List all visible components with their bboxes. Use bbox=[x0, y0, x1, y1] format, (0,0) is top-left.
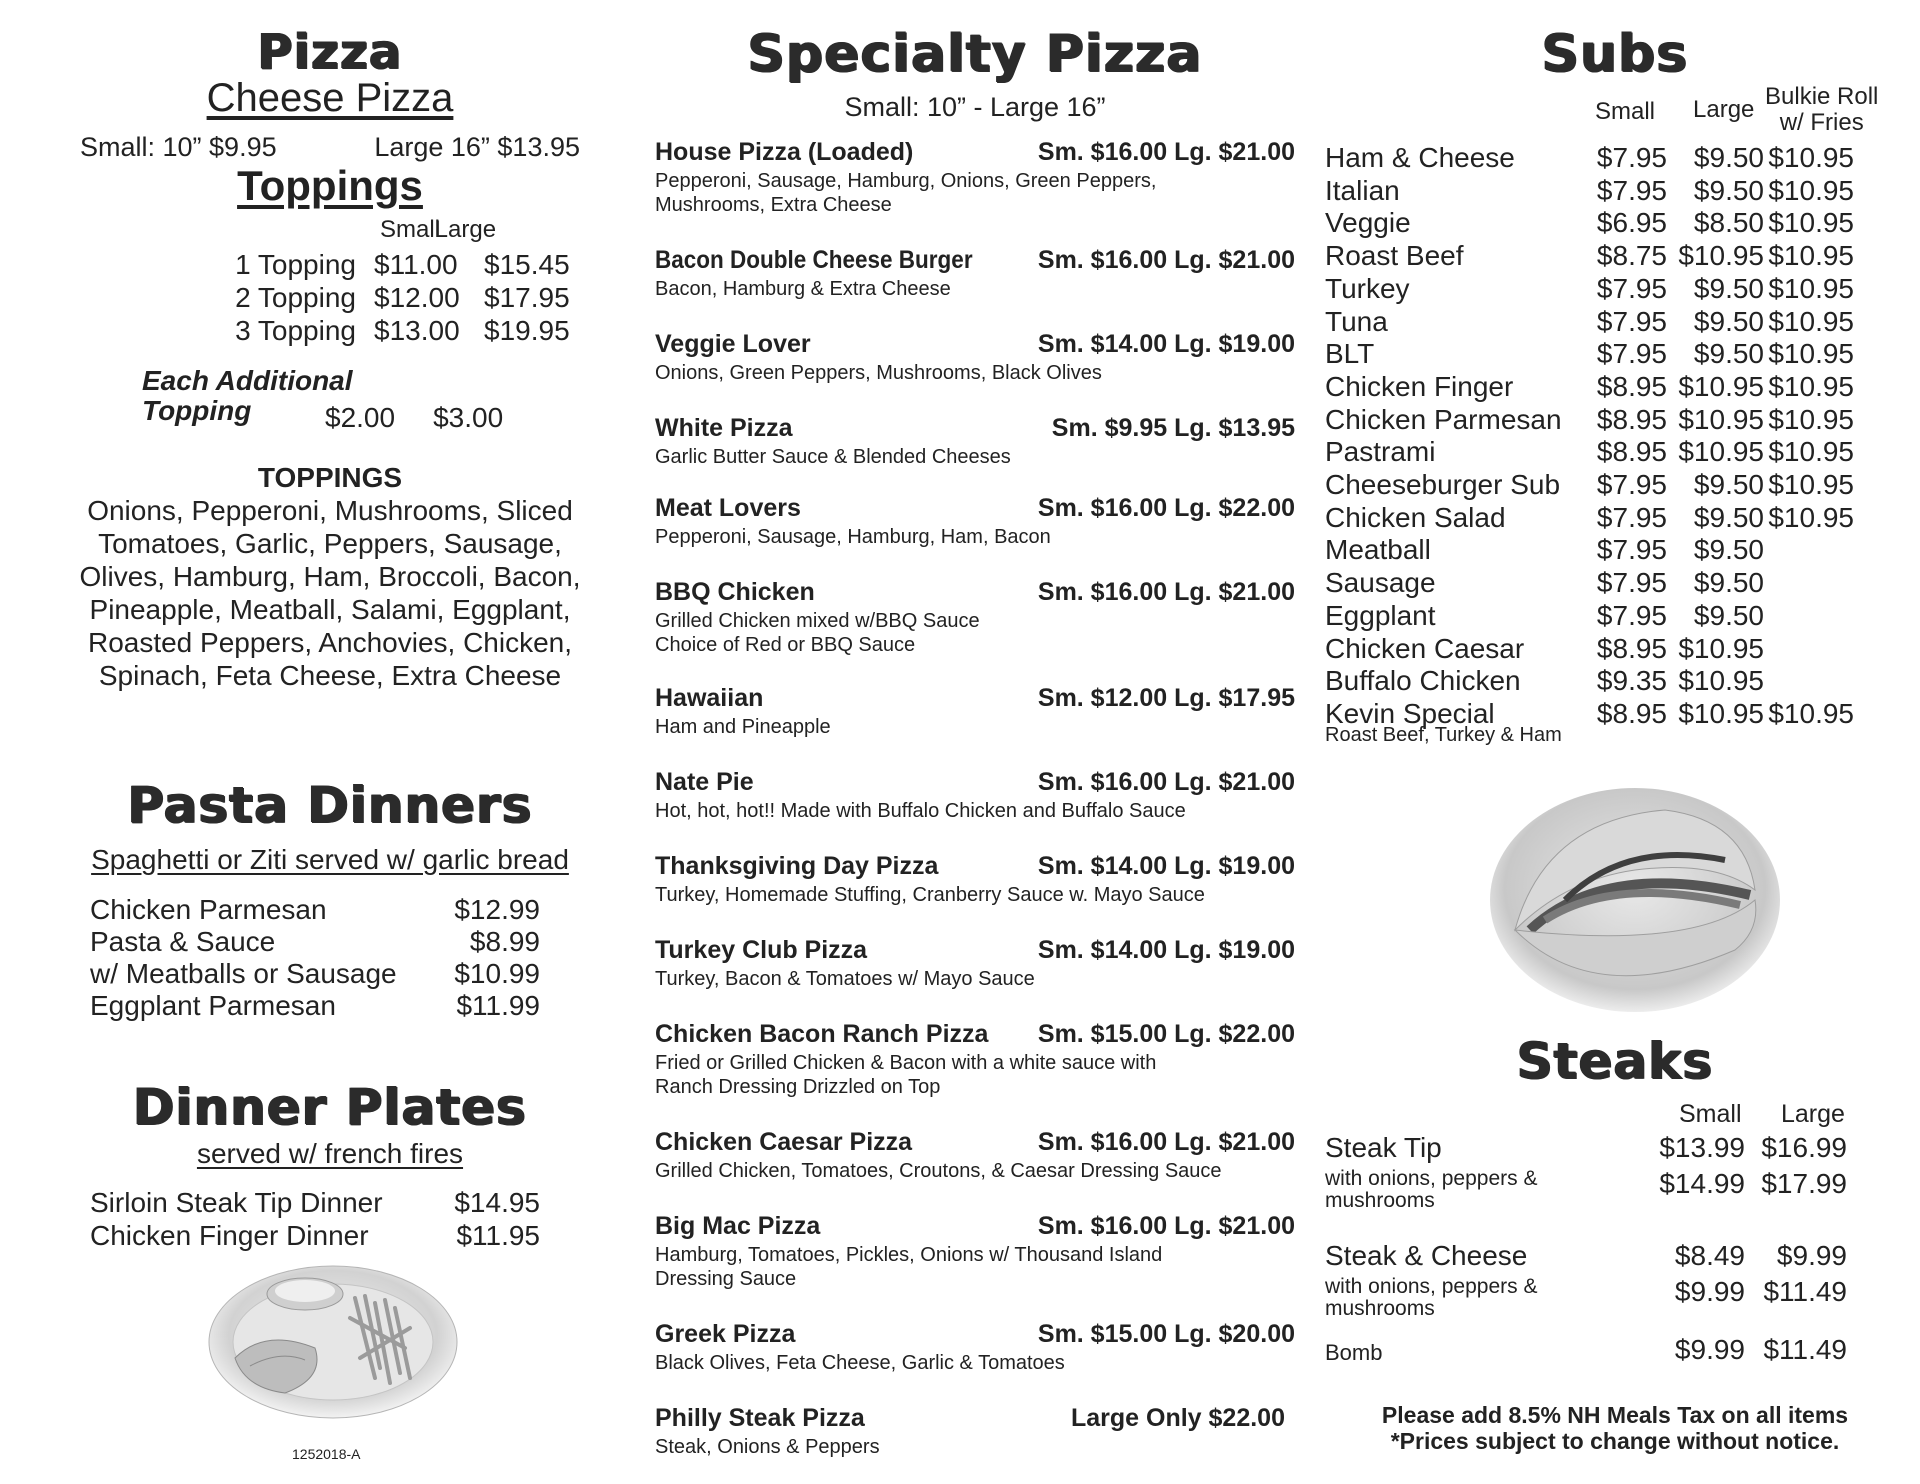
sub-row bbox=[1325, 142, 1905, 175]
sub-small: $7.95 bbox=[1596, 469, 1667, 501]
pasta-item-name: Chicken Parmesan bbox=[90, 894, 327, 925]
sub-roll: $10.95 bbox=[1768, 207, 1854, 239]
pasta-item-price: $11.99 bbox=[456, 990, 540, 1021]
sub-roll: $10.95 bbox=[1768, 240, 1854, 272]
specialty-item-desc: Ranch Dressing Drizzled on Top bbox=[655, 1076, 941, 1098]
sub-large: $10.95 bbox=[1678, 697, 1764, 729]
specialty-item bbox=[655, 578, 1295, 657]
pasta-item bbox=[90, 894, 540, 926]
toppings-list-heading: TOPPINGS bbox=[257, 462, 403, 493]
specialty-item-desc: Onions, Green Peppers, Mushrooms, Black Olives bbox=[655, 362, 1102, 384]
subs-heading: Subs bbox=[1541, 24, 1689, 84]
specialty-item-price: Large Only $22.00 bbox=[1070, 1404, 1285, 1432]
dinner-item-name: Sirloin Steak Tip Dinner bbox=[90, 1187, 383, 1218]
sub-roll: $10.95 bbox=[1768, 272, 1854, 304]
topping-row-small: $13.00 bbox=[374, 315, 460, 346]
pasta-item bbox=[90, 926, 540, 958]
steak-small: $8.49 bbox=[1674, 1240, 1745, 1271]
sub-large: $9.50 bbox=[1693, 534, 1764, 566]
sub-large: $10.95 bbox=[1678, 403, 1764, 435]
sub-roll: $10.95 bbox=[1768, 338, 1854, 370]
specialty-item-name: Thanksgiving Day Pizza bbox=[655, 852, 939, 880]
topping-price-table bbox=[158, 248, 584, 347]
sub-row bbox=[1325, 567, 1905, 600]
specialty-item-name: Chicken Bacon Ranch Pizza bbox=[655, 1020, 989, 1048]
specialty-item-name: Nate Pie bbox=[655, 768, 754, 796]
specialty-item-price: Sm. $12.00 Lg. $17.95 bbox=[1037, 684, 1295, 712]
sub-large: $9.50 bbox=[1693, 567, 1764, 599]
sub-row bbox=[1325, 306, 1905, 339]
specialty-item-desc: Turkey, Bacon & Tomatoes w/ Mayo Sauce bbox=[655, 968, 1035, 990]
specialty-item bbox=[655, 852, 1295, 907]
right-column bbox=[1325, 0, 1905, 1484]
dinner-item bbox=[90, 1219, 540, 1252]
sub-large: $10.95 bbox=[1678, 632, 1764, 664]
sub-name: Chicken Parmesan bbox=[1325, 403, 1562, 435]
sub-small: $7.95 bbox=[1596, 305, 1667, 337]
topping-row-label: 1 Topping bbox=[235, 249, 356, 280]
topping-row bbox=[158, 314, 584, 347]
menu-code: 1252018-A bbox=[292, 1446, 361, 1462]
sub-row bbox=[1325, 436, 1905, 469]
dinner-item-price: $11.95 bbox=[456, 1220, 540, 1251]
sub-roll: $10.95 bbox=[1768, 305, 1854, 337]
dinner-subtitle: served w/ french fires bbox=[196, 1138, 464, 1169]
specialty-item-desc: Bacon, Hamburg & Extra Cheese bbox=[655, 278, 951, 300]
specialty-item-price: Sm. $9.95 Lg. $13.95 bbox=[1051, 414, 1295, 442]
toppings-column-headers bbox=[320, 216, 543, 244]
pasta-item-name: Eggplant Parmesan bbox=[90, 990, 336, 1021]
sub-name: Eggplant bbox=[1325, 599, 1436, 631]
each-additional-line1: Each Additional bbox=[142, 365, 353, 396]
sub-name: Tuna bbox=[1325, 305, 1388, 337]
specialty-item-name: Turkey Club Pizza bbox=[655, 936, 868, 964]
subs-col-small: Small bbox=[1595, 98, 1656, 125]
specialty-sizes: Small: 10” - Large 16” bbox=[844, 92, 1106, 122]
specialty-item-desc: Ham and Pineapple bbox=[655, 716, 831, 738]
sub-name: Meatball bbox=[1325, 534, 1431, 566]
specialty-item-desc: Dressing Sauce bbox=[655, 1268, 797, 1290]
sub-name: Buffalo Chicken bbox=[1325, 665, 1521, 697]
dinner-item-price: $14.95 bbox=[454, 1187, 540, 1218]
topping-row bbox=[158, 281, 584, 314]
specialty-item-desc: Pepperoni, Sausage, Hamburg, Onions, Green Peppers, bbox=[655, 170, 1157, 192]
specialty-item bbox=[655, 768, 1295, 823]
specialty-item bbox=[655, 1404, 1295, 1459]
middle-column bbox=[655, 0, 1295, 1484]
sub-roll: $10.95 bbox=[1768, 142, 1854, 173]
pizza-heading: Pizza bbox=[257, 24, 403, 80]
topping-row-large: $15.45 bbox=[484, 249, 570, 280]
sub-large: $9.50 bbox=[1693, 174, 1764, 206]
toppings-col-small: Small bbox=[380, 216, 441, 243]
sub-large: $9.50 bbox=[1693, 501, 1764, 533]
specialty-item-price: Sm. $15.00 Lg. $20.00 bbox=[1037, 1320, 1295, 1348]
toppings-line: Olives, Hamburg, Ham, Broccoli, Bacon, bbox=[79, 561, 581, 592]
steak-large: $9.99 bbox=[1776, 1240, 1847, 1271]
dinner-list bbox=[90, 1186, 540, 1252]
sub-row bbox=[1325, 175, 1905, 208]
steak-small: $9.99 bbox=[1674, 1276, 1745, 1307]
pasta-item-price: $10.99 bbox=[454, 958, 540, 989]
sub-row bbox=[1325, 600, 1905, 633]
specialty-item-desc: Hamburg, Tomatoes, Pickles, Onions w/ Thousand Island bbox=[655, 1244, 1163, 1266]
specialty-item bbox=[655, 494, 1295, 549]
specialty-item-price: Sm. $16.00 Lg. $21.00 bbox=[1037, 768, 1295, 796]
sub-row bbox=[1325, 273, 1905, 306]
topping-row-large: $17.95 bbox=[484, 282, 570, 313]
pasta-item-name: w/ Meatballs or Sausage bbox=[90, 958, 397, 989]
sub-roll: $10.95 bbox=[1768, 370, 1854, 402]
sub-roll bbox=[1764, 665, 1854, 698]
specialty-item bbox=[655, 1320, 1295, 1375]
pasta-item-price: $12.99 bbox=[454, 894, 540, 925]
specialty-item-price: Sm. $16.00 Lg. $21.00 bbox=[1037, 246, 1295, 274]
sub-name: Roast Beef bbox=[1325, 240, 1464, 272]
topping-row-label: 2 Topping bbox=[235, 282, 356, 313]
cheese-large-price: Large 16” $13.95 bbox=[374, 132, 580, 162]
specialty-item-desc: Grilled Chicken mixed w/BBQ Sauce bbox=[655, 610, 980, 632]
pasta-list bbox=[90, 894, 540, 1022]
specialty-item-desc: Turkey, Homemade Stuffing, Cranberry Sauce w. Mayo Sauce bbox=[655, 884, 1205, 906]
steak-large: $11.49 bbox=[1763, 1334, 1847, 1365]
sub-small: $7.95 bbox=[1596, 142, 1667, 173]
sub-small: $7.95 bbox=[1596, 272, 1667, 304]
sub-small: $7.95 bbox=[1596, 338, 1667, 370]
steak-name: Steak & Cheese bbox=[1325, 1240, 1528, 1271]
sub-small: $8.95 bbox=[1596, 436, 1667, 468]
toppings-line: Pineapple, Meatball, Salami, Eggplant, bbox=[89, 594, 571, 625]
steak-name: Bomb bbox=[1325, 1340, 1383, 1365]
specialty-pizza-heading: Specialty Pizza bbox=[747, 24, 1203, 84]
specialty-item-price: Sm. $16.00 Lg. $21.00 bbox=[1037, 138, 1295, 166]
specialty-item bbox=[655, 1212, 1295, 1291]
steak-name: Steak Tip bbox=[1325, 1132, 1442, 1163]
kevin-special-note: Roast Beef, Turkey & Ham bbox=[1325, 724, 1562, 746]
sub-large: $10.95 bbox=[1678, 665, 1764, 697]
specialty-item bbox=[655, 1020, 1295, 1099]
left-column bbox=[60, 0, 600, 1484]
sub-name: Chicken Caesar bbox=[1325, 632, 1525, 664]
sub-roll: $10.95 bbox=[1768, 436, 1854, 468]
sub-large: $9.50 bbox=[1693, 338, 1764, 370]
sub-small: $8.75 bbox=[1596, 240, 1667, 272]
sub-row bbox=[1325, 338, 1905, 371]
dinner-item-name: Chicken Finger Dinner bbox=[90, 1220, 369, 1251]
sub-large: $10.95 bbox=[1678, 370, 1764, 402]
specialty-item-price: Sm. $16.00 Lg. $21.00 bbox=[1037, 1128, 1295, 1156]
cheese-small-price: Small: 10” $9.95 bbox=[80, 132, 277, 162]
toppings-list bbox=[60, 494, 600, 692]
specialty-item-name: Meat Lovers bbox=[655, 494, 801, 522]
tax-notice-line1: Please add 8.5% NH Meals Tax on all items bbox=[1381, 1402, 1849, 1428]
specialty-item-price: Sm. $15.00 Lg. $22.00 bbox=[1037, 1020, 1295, 1048]
toppings-line: Tomatoes, Garlic, Peppers, Sausage, bbox=[98, 528, 562, 559]
sub-name: Italian bbox=[1325, 174, 1400, 206]
toppings-col-large: Large bbox=[434, 216, 497, 243]
specialty-item-name: Philly Steak Pizza bbox=[655, 1404, 865, 1432]
dinner-item bbox=[90, 1186, 540, 1219]
sub-name: Sausage bbox=[1325, 567, 1436, 599]
sub-row bbox=[1325, 207, 1905, 240]
specialty-item-desc: Steak, Onions & Peppers bbox=[655, 1436, 880, 1458]
sub-roll: $10.95 bbox=[1768, 469, 1854, 501]
specialty-item-name: House Pizza (Loaded) bbox=[655, 138, 914, 166]
sub-name: Ham & Cheese bbox=[1325, 142, 1515, 173]
steak-row bbox=[1325, 1168, 1905, 1212]
topping-row-small: $12.00 bbox=[374, 282, 460, 313]
specialty-item-price: Sm. $16.00 Lg. $21.00 bbox=[1037, 1212, 1295, 1240]
sub-row bbox=[1325, 534, 1905, 567]
each-additional-large: $3.00 bbox=[433, 402, 504, 433]
specialty-item-desc: Hot, hot, hot!! Made with Buffalo Chicken and Buffalo Sauce bbox=[655, 800, 1186, 822]
topping-row bbox=[158, 248, 584, 281]
specialty-item-price: Sm. $16.00 Lg. $22.00 bbox=[1037, 494, 1295, 522]
toppings-line: Roasted Peppers, Anchovies, Chicken, bbox=[87, 627, 573, 658]
steak-row bbox=[1325, 1240, 1905, 1272]
specialty-item-desc: Garlic Butter Sauce & Blended Cheeses bbox=[655, 446, 1011, 468]
specialty-item-desc: Pepperoni, Sausage, Hamburg, Ham, Bacon bbox=[655, 526, 1051, 548]
steaks-col-large: Large bbox=[1781, 1100, 1845, 1128]
sub-row bbox=[1325, 665, 1905, 698]
sub-roll: $10.95 bbox=[1768, 501, 1854, 533]
tax-notice bbox=[1325, 1402, 1905, 1454]
steak-row bbox=[1325, 1334, 1905, 1366]
specialty-item-name: Bacon Double Cheese Burger bbox=[655, 246, 973, 274]
toppings-line: Onions, Pepperoni, Mushrooms, Sliced bbox=[87, 495, 573, 526]
sub-large: $9.50 bbox=[1693, 272, 1764, 304]
sub-sandwich-image bbox=[1485, 780, 1785, 1020]
specialty-item-name: Veggie Lover bbox=[655, 330, 811, 358]
sub-small: $7.95 bbox=[1596, 174, 1667, 206]
sub-roll: $10.95 bbox=[1768, 174, 1854, 206]
specialty-item bbox=[655, 246, 1295, 301]
sub-name: Veggie bbox=[1325, 207, 1411, 239]
toppings-line: Spinach, Feta Cheese, Extra Cheese bbox=[98, 660, 562, 691]
each-additional-label bbox=[142, 366, 353, 426]
each-additional-line2: Topping bbox=[142, 395, 252, 426]
specialty-item-desc: Fried or Grilled Chicken & Bacon with a white sauce with bbox=[655, 1052, 1157, 1074]
pasta-item-price: $8.99 bbox=[469, 926, 540, 957]
specialty-item-name: Big Mac Pizza bbox=[655, 1212, 821, 1240]
pasta-item bbox=[90, 958, 540, 990]
sub-small: $7.95 bbox=[1596, 567, 1667, 599]
sub-small: $9.35 bbox=[1596, 665, 1667, 697]
pasta-dinners-heading: Pasta Dinners bbox=[127, 776, 533, 834]
subs-list bbox=[1325, 142, 1905, 731]
specialty-item-price: Sm. $14.00 Lg. $19.00 bbox=[1037, 936, 1295, 964]
topping-row-label: 3 Topping bbox=[235, 315, 356, 346]
cheese-pizza-prices bbox=[80, 132, 600, 163]
topping-row-small: $11.00 bbox=[374, 249, 458, 280]
sub-small: $7.95 bbox=[1596, 534, 1667, 566]
each-additional-prices bbox=[325, 402, 503, 434]
specialty-item bbox=[655, 936, 1295, 991]
specialty-item bbox=[655, 138, 1295, 217]
sub-roll bbox=[1764, 600, 1854, 633]
tax-notice-line2: *Prices subject to change without notice. bbox=[1390, 1428, 1840, 1454]
subs-col-roll-line1: Bulkie Roll bbox=[1765, 83, 1879, 110]
sub-roll bbox=[1764, 567, 1854, 600]
pasta-subtitle: Spaghetti or Ziti served w/ garlic bread bbox=[91, 844, 569, 875]
specialty-item bbox=[655, 414, 1295, 469]
sub-small: $8.95 bbox=[1596, 632, 1667, 664]
sub-large: $10.95 bbox=[1678, 436, 1764, 468]
sub-row bbox=[1325, 502, 1905, 535]
steak-name: with onions, peppers & mushrooms bbox=[1325, 1275, 1538, 1320]
dinner-plates-heading: Dinner Plates bbox=[133, 1078, 527, 1136]
sub-row bbox=[1325, 633, 1905, 666]
steak-name: with onions, peppers & mushrooms bbox=[1325, 1167, 1538, 1212]
sub-name: BLT bbox=[1325, 338, 1375, 370]
specialty-item-price: Sm. $14.00 Lg. $19.00 bbox=[1037, 852, 1295, 880]
sub-small: $8.95 bbox=[1596, 697, 1667, 729]
subs-col-roll-line2: w/ Fries bbox=[1779, 109, 1864, 136]
steaks-col-small: Small bbox=[1679, 1100, 1742, 1128]
subs-col-roll bbox=[1765, 84, 1878, 136]
sub-large: $9.50 bbox=[1693, 469, 1764, 501]
sub-row bbox=[1325, 469, 1905, 502]
steak-large: $16.99 bbox=[1761, 1132, 1847, 1163]
specialty-item-name: BBQ Chicken bbox=[655, 578, 815, 606]
dinner-plate-image bbox=[205, 1258, 460, 1423]
steak-row bbox=[1325, 1132, 1905, 1164]
specialty-item-name: Hawaiian bbox=[655, 684, 764, 712]
steak-large: $17.99 bbox=[1761, 1168, 1847, 1199]
steak-large: $11.49 bbox=[1763, 1276, 1847, 1307]
sub-small: $6.95 bbox=[1596, 207, 1667, 239]
subs-col-large: Large bbox=[1693, 96, 1755, 123]
sub-small: $7.95 bbox=[1596, 501, 1667, 533]
sub-large: $8.50 bbox=[1693, 207, 1764, 239]
specialty-item-desc: Mushrooms, Extra Cheese bbox=[655, 194, 892, 216]
steak-row bbox=[1325, 1276, 1905, 1320]
specialty-item-desc: Choice of Red or BBQ Sauce bbox=[655, 634, 916, 656]
sub-small: $8.95 bbox=[1596, 370, 1667, 402]
sub-row bbox=[1325, 240, 1905, 273]
steak-small: $9.99 bbox=[1674, 1334, 1745, 1365]
sub-row bbox=[1325, 404, 1905, 437]
sub-name: Chicken Salad bbox=[1325, 501, 1506, 533]
sub-large: $10.95 bbox=[1678, 240, 1764, 272]
specialty-item-name: Chicken Caesar Pizza bbox=[655, 1128, 913, 1156]
specialty-item-desc: Black Olives, Feta Cheese, Garlic & Tomatoes bbox=[655, 1352, 1065, 1374]
sub-large: $9.50 bbox=[1693, 142, 1764, 173]
specialty-item-price: Sm. $14.00 Lg. $19.00 bbox=[1037, 330, 1295, 358]
specialty-item bbox=[655, 684, 1295, 739]
pasta-item-name: Pasta & Sauce bbox=[90, 926, 276, 957]
specialty-item-name: Greek Pizza bbox=[655, 1320, 796, 1348]
sub-roll: $10.95 bbox=[1768, 403, 1854, 435]
topping-row-large: $19.95 bbox=[484, 315, 570, 346]
steak-small: $13.99 bbox=[1659, 1132, 1745, 1163]
sub-name: Chicken Finger bbox=[1325, 370, 1514, 402]
toppings-heading: Toppings bbox=[237, 162, 423, 209]
specialty-item-name: White Pizza bbox=[655, 414, 793, 442]
sub-small: $7.95 bbox=[1596, 599, 1667, 631]
sub-name: Turkey bbox=[1325, 272, 1410, 304]
sub-row bbox=[1325, 371, 1905, 404]
steak-small: $14.99 bbox=[1659, 1168, 1745, 1199]
sub-large: $9.50 bbox=[1693, 599, 1764, 631]
specialty-item-desc: Grilled Chicken, Tomatoes, Croutons, & Caesar Dressing Sauce bbox=[655, 1160, 1222, 1182]
sub-large: $9.50 bbox=[1693, 305, 1764, 337]
sub-small: $8.95 bbox=[1596, 403, 1667, 435]
sub-name: Cheeseburger Sub bbox=[1325, 469, 1561, 501]
each-additional-small: $2.00 bbox=[325, 402, 396, 433]
specialty-item bbox=[655, 1128, 1295, 1183]
cheese-pizza-heading: Cheese Pizza bbox=[206, 76, 454, 120]
steaks-heading: Steaks bbox=[1516, 1032, 1714, 1090]
sub-roll bbox=[1764, 633, 1854, 666]
specialty-item bbox=[655, 330, 1295, 385]
pasta-item bbox=[90, 990, 540, 1022]
specialty-item-price: Sm. $16.00 Lg. $21.00 bbox=[1037, 578, 1295, 606]
sub-roll: $10.95 bbox=[1768, 697, 1854, 729]
sub-name: Kevin Special bbox=[1325, 697, 1495, 729]
sub-name: Pastrami bbox=[1325, 436, 1436, 468]
sub-roll bbox=[1764, 534, 1854, 567]
